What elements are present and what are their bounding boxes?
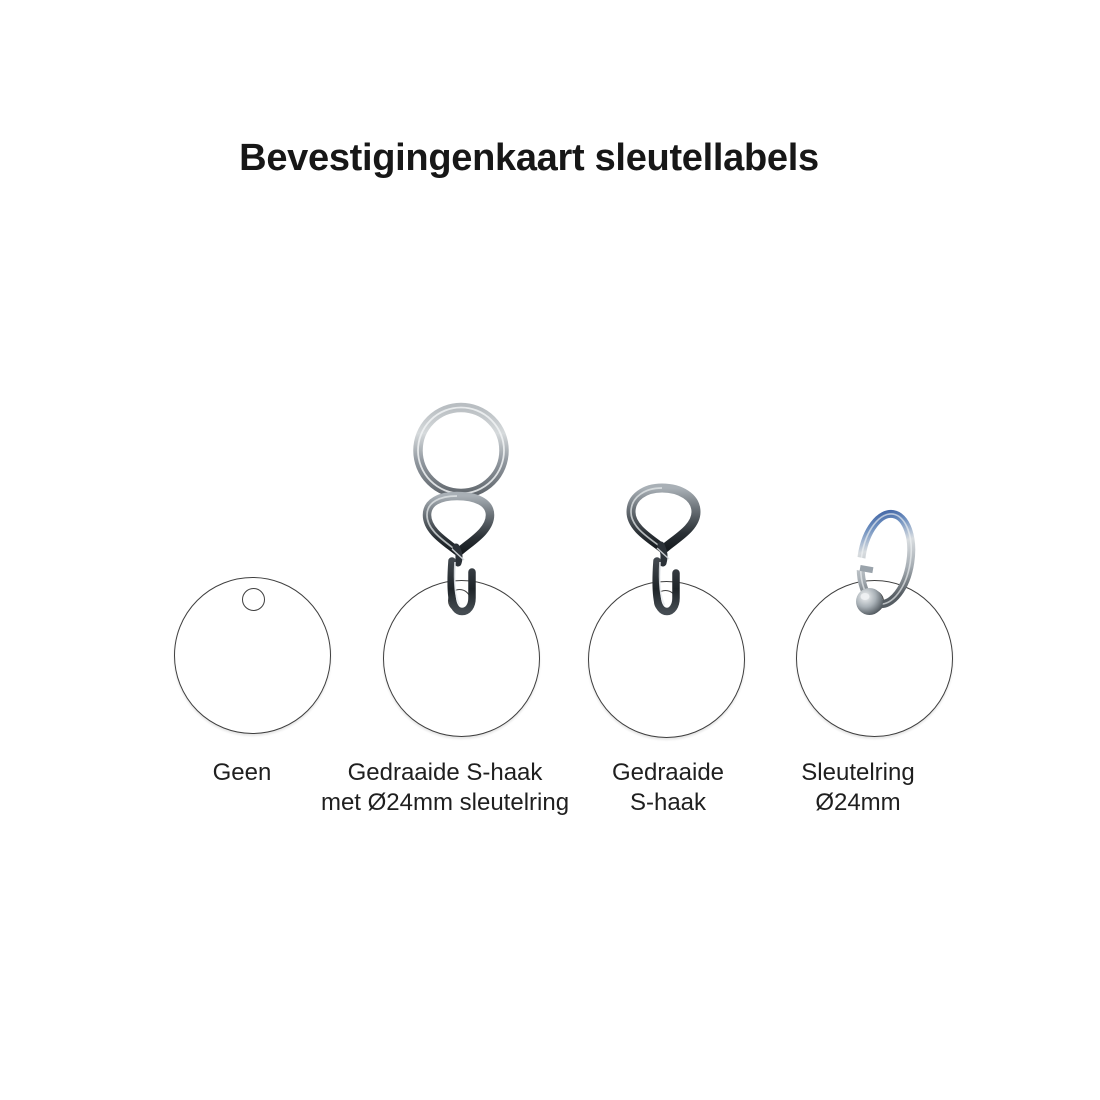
tag-hole-icon (861, 590, 884, 613)
label-line: Geen (212, 759, 272, 786)
s-hook-twist (456, 547, 459, 563)
option-label-s-haak-met-sleutelring (314, 758, 576, 817)
label-line: Ø24mm (815, 788, 901, 816)
s-hook-top-loop (427, 496, 490, 551)
tag-hole-icon (654, 590, 677, 613)
label-line: Gedraaide S-haak (347, 759, 543, 786)
label-line: Sleutelring (801, 759, 915, 786)
keyring-ring-highlight (418, 408, 504, 494)
s-hook-twist-highlight (657, 548, 669, 559)
label-line: S-haak (629, 788, 707, 816)
keyring-ring (418, 408, 504, 494)
tag-hole-icon (448, 589, 471, 612)
s-hook-twist-highlight (452, 549, 464, 560)
option-label-geen (161, 758, 323, 788)
s-hook-twist (661, 545, 664, 563)
tag-hole-icon (242, 588, 265, 611)
split-ring-gap (853, 556, 871, 572)
option-label-sleutelring (777, 758, 939, 817)
option-label-s-haak (587, 758, 749, 817)
s-hook-top-loop-highlight (631, 488, 662, 548)
split-ring-end-tab (860, 565, 874, 573)
label-line: Gedraaide (611, 759, 725, 786)
label-line: met Ø24mm sleutelring (320, 788, 570, 816)
s-hook-top-loop-highlight (427, 496, 457, 551)
page-title: Bevestigingenkaart sleutellabels (239, 137, 819, 179)
s-hook-top-loop (631, 488, 696, 548)
